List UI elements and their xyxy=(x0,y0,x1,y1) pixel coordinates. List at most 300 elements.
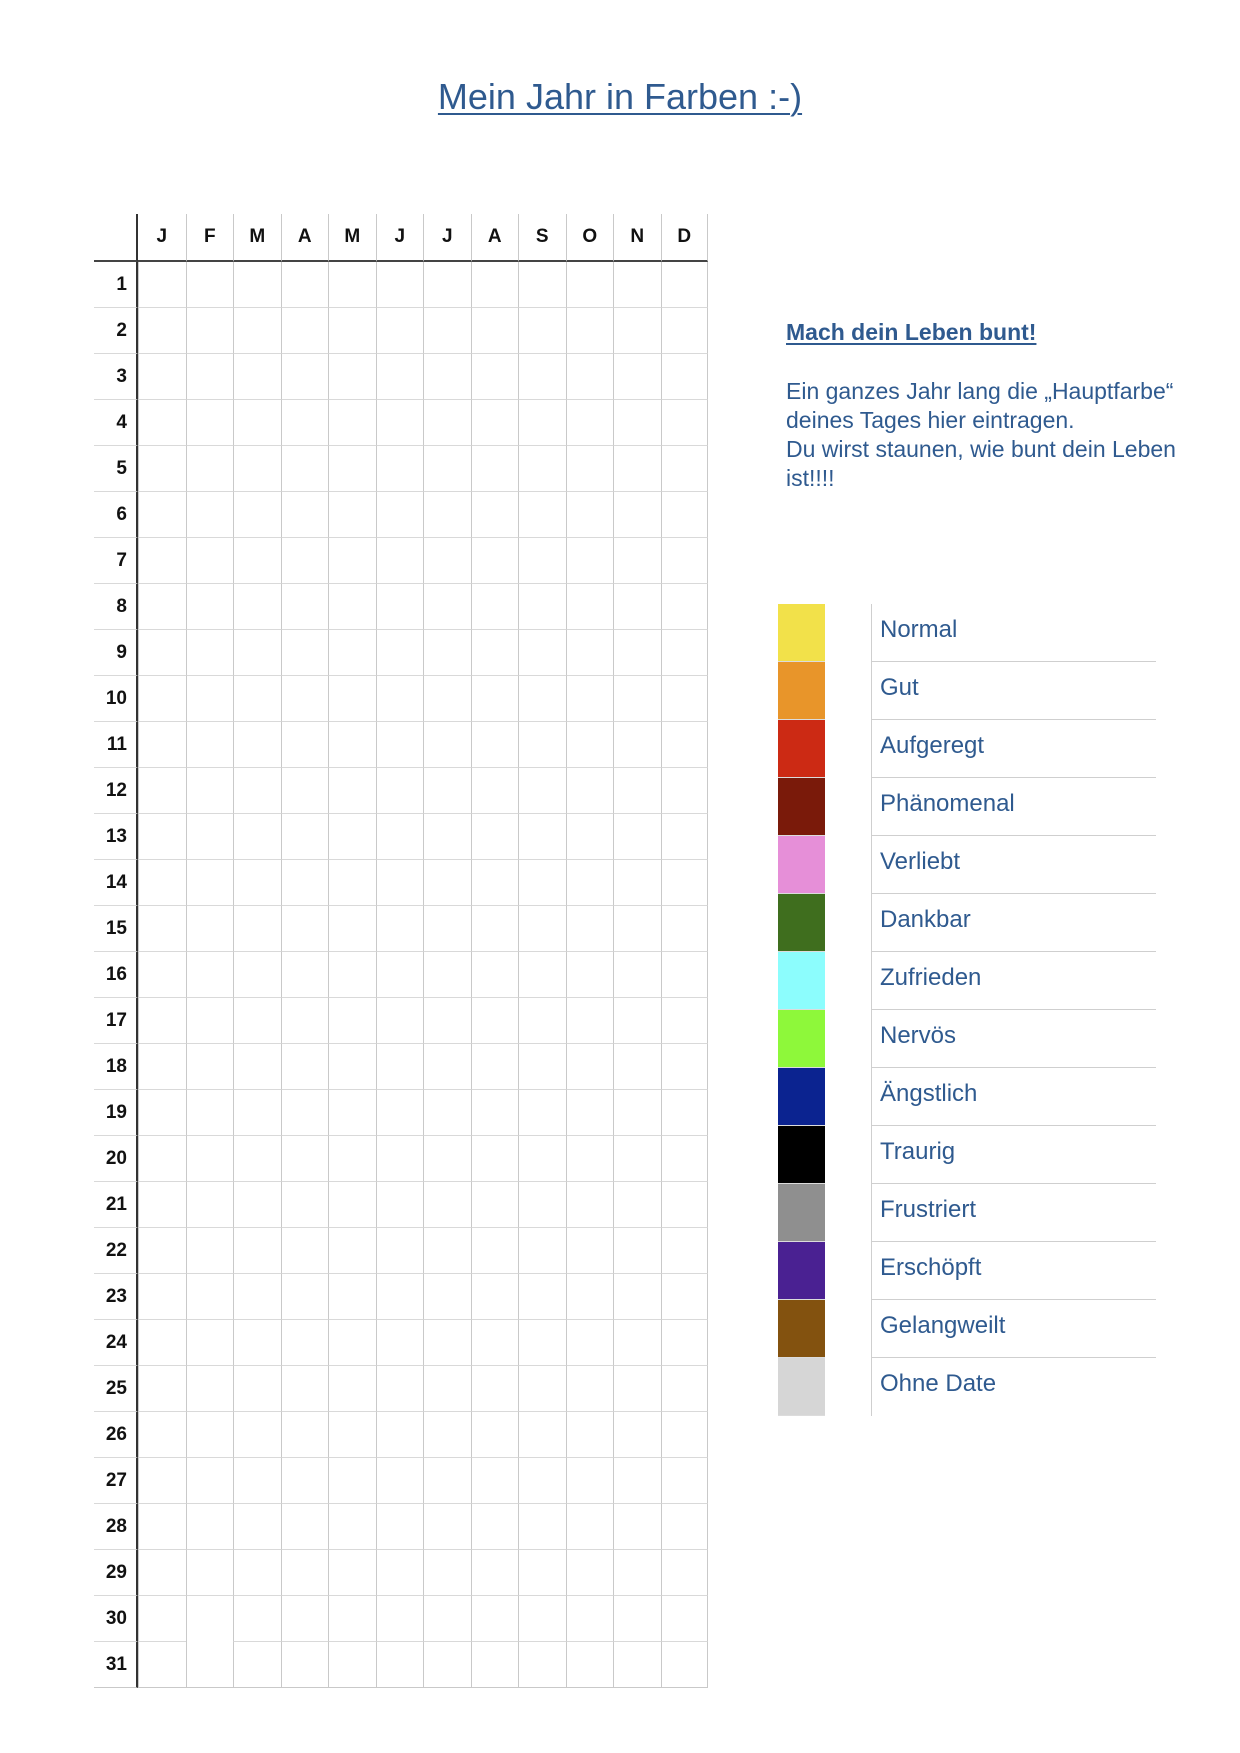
day-cell[interactable] xyxy=(613,860,661,906)
day-cell[interactable] xyxy=(281,1458,329,1504)
day-cell[interactable] xyxy=(138,584,186,630)
day-cell[interactable] xyxy=(613,492,661,538)
day-cell[interactable] xyxy=(376,262,424,308)
day-cell[interactable] xyxy=(186,308,234,354)
day-cell[interactable] xyxy=(138,1366,186,1412)
day-cell[interactable] xyxy=(376,538,424,584)
day-cell[interactable] xyxy=(613,1136,661,1182)
day-cell[interactable] xyxy=(661,446,709,492)
day-cell[interactable] xyxy=(566,998,614,1044)
day-cell[interactable] xyxy=(566,492,614,538)
day-cell[interactable] xyxy=(661,1366,709,1412)
day-cell[interactable] xyxy=(613,446,661,492)
day-cell[interactable] xyxy=(281,538,329,584)
day-cell[interactable] xyxy=(518,446,566,492)
day-cell[interactable] xyxy=(328,584,376,630)
day-cell[interactable] xyxy=(566,1550,614,1596)
day-cell[interactable] xyxy=(138,1504,186,1550)
day-cell[interactable] xyxy=(281,1044,329,1090)
day-cell[interactable] xyxy=(661,1044,709,1090)
day-cell[interactable] xyxy=(423,860,471,906)
day-cell[interactable] xyxy=(138,768,186,814)
day-cell[interactable] xyxy=(423,1228,471,1274)
day-cell[interactable] xyxy=(233,906,281,952)
day-cell[interactable] xyxy=(138,1090,186,1136)
day-cell[interactable] xyxy=(328,1412,376,1458)
day-cell[interactable] xyxy=(661,860,709,906)
day-cell[interactable] xyxy=(138,308,186,354)
day-cell[interactable] xyxy=(423,1458,471,1504)
day-cell[interactable] xyxy=(138,1182,186,1228)
day-cell[interactable] xyxy=(376,446,424,492)
day-cell[interactable] xyxy=(328,722,376,768)
day-cell[interactable] xyxy=(281,1412,329,1458)
day-cell[interactable] xyxy=(233,952,281,998)
day-cell[interactable] xyxy=(423,676,471,722)
day-cell[interactable] xyxy=(281,860,329,906)
day-cell[interactable] xyxy=(566,262,614,308)
day-cell[interactable] xyxy=(423,308,471,354)
day-cell[interactable] xyxy=(281,676,329,722)
day-cell[interactable] xyxy=(566,1458,614,1504)
day-cell[interactable] xyxy=(471,860,519,906)
day-cell[interactable] xyxy=(233,1412,281,1458)
day-cell[interactable] xyxy=(423,538,471,584)
day-cell[interactable] xyxy=(518,722,566,768)
day-cell[interactable] xyxy=(376,1550,424,1596)
day-cell[interactable] xyxy=(613,538,661,584)
day-cell[interactable] xyxy=(186,768,234,814)
day-cell[interactable] xyxy=(281,1228,329,1274)
day-cell[interactable] xyxy=(423,814,471,860)
day-cell[interactable] xyxy=(661,538,709,584)
day-cell[interactable] xyxy=(471,1366,519,1412)
day-cell[interactable] xyxy=(471,400,519,446)
day-cell[interactable] xyxy=(613,308,661,354)
day-cell[interactable] xyxy=(566,1136,614,1182)
day-cell[interactable] xyxy=(233,998,281,1044)
day-cell[interactable] xyxy=(661,1136,709,1182)
day-cell[interactable] xyxy=(423,1412,471,1458)
day-cell[interactable] xyxy=(233,400,281,446)
day-cell[interactable] xyxy=(518,1274,566,1320)
day-cell[interactable] xyxy=(376,676,424,722)
day-cell[interactable] xyxy=(233,492,281,538)
day-cell[interactable] xyxy=(566,400,614,446)
day-cell[interactable] xyxy=(186,1366,234,1412)
day-cell[interactable] xyxy=(613,676,661,722)
day-cell[interactable] xyxy=(281,1136,329,1182)
day-cell[interactable] xyxy=(423,906,471,952)
day-cell[interactable] xyxy=(566,814,614,860)
day-cell[interactable] xyxy=(138,998,186,1044)
day-cell[interactable] xyxy=(328,676,376,722)
day-cell[interactable] xyxy=(661,1412,709,1458)
day-cell[interactable] xyxy=(661,676,709,722)
day-cell[interactable] xyxy=(233,630,281,676)
day-cell[interactable] xyxy=(613,1550,661,1596)
day-cell[interactable] xyxy=(518,262,566,308)
day-cell[interactable] xyxy=(138,262,186,308)
day-cell[interactable] xyxy=(518,952,566,998)
day-cell[interactable] xyxy=(138,1412,186,1458)
day-cell[interactable] xyxy=(423,1320,471,1366)
day-cell[interactable] xyxy=(138,676,186,722)
day-cell[interactable] xyxy=(376,1044,424,1090)
day-cell[interactable] xyxy=(613,1044,661,1090)
day-cell[interactable] xyxy=(186,1550,234,1596)
day-cell[interactable] xyxy=(376,814,424,860)
day-cell[interactable] xyxy=(471,538,519,584)
day-cell[interactable] xyxy=(518,860,566,906)
day-cell[interactable] xyxy=(376,492,424,538)
day-cell[interactable] xyxy=(328,1458,376,1504)
day-cell[interactable] xyxy=(661,952,709,998)
day-cell[interactable] xyxy=(186,1412,234,1458)
day-cell[interactable] xyxy=(613,1274,661,1320)
day-cell[interactable] xyxy=(566,1504,614,1550)
day-cell[interactable] xyxy=(423,1182,471,1228)
day-cell[interactable] xyxy=(471,1090,519,1136)
day-cell[interactable] xyxy=(233,814,281,860)
day-cell[interactable] xyxy=(328,630,376,676)
day-cell[interactable] xyxy=(423,1550,471,1596)
day-cell[interactable] xyxy=(566,952,614,998)
day-cell[interactable] xyxy=(138,1044,186,1090)
day-cell[interactable] xyxy=(613,1182,661,1228)
day-cell[interactable] xyxy=(233,1550,281,1596)
day-cell[interactable] xyxy=(281,630,329,676)
day-cell[interactable] xyxy=(281,446,329,492)
day-cell[interactable] xyxy=(281,492,329,538)
day-cell[interactable] xyxy=(423,1044,471,1090)
day-cell[interactable] xyxy=(186,952,234,998)
day-cell[interactable] xyxy=(566,584,614,630)
day-cell[interactable] xyxy=(186,860,234,906)
day-cell[interactable] xyxy=(661,492,709,538)
day-cell[interactable] xyxy=(376,1182,424,1228)
day-cell[interactable] xyxy=(281,1090,329,1136)
day-cell[interactable] xyxy=(566,1412,614,1458)
day-cell[interactable] xyxy=(281,768,329,814)
day-cell[interactable] xyxy=(233,860,281,906)
day-cell[interactable] xyxy=(423,768,471,814)
day-cell[interactable] xyxy=(233,538,281,584)
day-cell[interactable] xyxy=(518,1596,566,1642)
day-cell[interactable] xyxy=(518,676,566,722)
day-cell[interactable] xyxy=(471,1550,519,1596)
day-cell[interactable] xyxy=(661,630,709,676)
day-cell[interactable] xyxy=(471,308,519,354)
day-cell[interactable] xyxy=(471,446,519,492)
day-cell[interactable] xyxy=(233,1182,281,1228)
day-cell[interactable] xyxy=(471,814,519,860)
day-cell[interactable] xyxy=(186,492,234,538)
day-cell[interactable] xyxy=(566,354,614,400)
day-cell[interactable] xyxy=(328,906,376,952)
day-cell[interactable] xyxy=(186,1274,234,1320)
day-cell[interactable] xyxy=(233,1228,281,1274)
day-cell[interactable] xyxy=(281,722,329,768)
day-cell[interactable] xyxy=(376,952,424,998)
day-cell[interactable] xyxy=(471,630,519,676)
day-cell[interactable] xyxy=(233,262,281,308)
day-cell[interactable] xyxy=(661,1642,709,1688)
day-cell[interactable] xyxy=(233,1642,281,1688)
day-cell[interactable] xyxy=(233,1458,281,1504)
day-cell[interactable] xyxy=(376,906,424,952)
day-cell[interactable] xyxy=(233,1090,281,1136)
day-cell[interactable] xyxy=(328,998,376,1044)
day-cell[interactable] xyxy=(138,1458,186,1504)
day-cell[interactable] xyxy=(376,1596,424,1642)
day-cell[interactable] xyxy=(613,1458,661,1504)
day-cell[interactable] xyxy=(281,308,329,354)
day-cell[interactable] xyxy=(566,1596,614,1642)
day-cell[interactable] xyxy=(613,1504,661,1550)
day-cell[interactable] xyxy=(566,1090,614,1136)
day-cell[interactable] xyxy=(661,1458,709,1504)
day-cell[interactable] xyxy=(138,400,186,446)
day-cell[interactable] xyxy=(613,1412,661,1458)
day-cell[interactable] xyxy=(233,676,281,722)
day-cell[interactable] xyxy=(328,814,376,860)
day-cell[interactable] xyxy=(138,492,186,538)
day-cell[interactable] xyxy=(518,400,566,446)
day-cell[interactable] xyxy=(471,722,519,768)
day-cell[interactable] xyxy=(661,1090,709,1136)
day-cell[interactable] xyxy=(661,1504,709,1550)
day-cell[interactable] xyxy=(423,1504,471,1550)
day-cell[interactable] xyxy=(328,1550,376,1596)
day-cell[interactable] xyxy=(328,768,376,814)
day-cell[interactable] xyxy=(376,768,424,814)
day-cell[interactable] xyxy=(471,1228,519,1274)
day-cell[interactable] xyxy=(661,998,709,1044)
day-cell[interactable] xyxy=(423,1642,471,1688)
day-cell[interactable] xyxy=(328,400,376,446)
day-cell[interactable] xyxy=(186,998,234,1044)
day-cell[interactable] xyxy=(281,1550,329,1596)
day-cell[interactable] xyxy=(613,262,661,308)
day-cell[interactable] xyxy=(518,1366,566,1412)
day-cell[interactable] xyxy=(233,1044,281,1090)
day-cell[interactable] xyxy=(328,1044,376,1090)
day-cell[interactable] xyxy=(328,952,376,998)
day-cell[interactable] xyxy=(661,400,709,446)
day-cell[interactable] xyxy=(281,952,329,998)
day-cell[interactable] xyxy=(613,814,661,860)
day-cell[interactable] xyxy=(471,1136,519,1182)
day-cell[interactable] xyxy=(423,446,471,492)
day-cell[interactable] xyxy=(661,814,709,860)
day-cell[interactable] xyxy=(281,584,329,630)
day-cell[interactable] xyxy=(328,1366,376,1412)
day-cell[interactable] xyxy=(518,906,566,952)
day-cell[interactable] xyxy=(661,906,709,952)
day-cell[interactable] xyxy=(471,906,519,952)
day-cell[interactable] xyxy=(376,1366,424,1412)
day-cell[interactable] xyxy=(376,584,424,630)
day-cell[interactable] xyxy=(423,1136,471,1182)
day-cell[interactable] xyxy=(233,308,281,354)
day-cell[interactable] xyxy=(518,354,566,400)
day-cell[interactable] xyxy=(328,308,376,354)
day-cell[interactable] xyxy=(423,1274,471,1320)
day-cell[interactable] xyxy=(423,1596,471,1642)
day-cell[interactable] xyxy=(518,1044,566,1090)
day-cell[interactable] xyxy=(566,1642,614,1688)
day-cell[interactable] xyxy=(566,1320,614,1366)
day-cell[interactable] xyxy=(233,1320,281,1366)
day-cell[interactable] xyxy=(233,722,281,768)
day-cell[interactable] xyxy=(233,1596,281,1642)
day-cell[interactable] xyxy=(233,1504,281,1550)
day-cell[interactable] xyxy=(233,446,281,492)
day-cell[interactable] xyxy=(233,1274,281,1320)
day-cell[interactable] xyxy=(186,1136,234,1182)
day-cell[interactable] xyxy=(471,1044,519,1090)
day-cell[interactable] xyxy=(186,722,234,768)
day-cell[interactable] xyxy=(138,860,186,906)
day-cell[interactable] xyxy=(281,814,329,860)
day-cell[interactable] xyxy=(471,676,519,722)
day-cell[interactable] xyxy=(613,952,661,998)
day-cell[interactable] xyxy=(376,308,424,354)
day-cell[interactable] xyxy=(233,768,281,814)
day-cell[interactable] xyxy=(518,1550,566,1596)
day-cell[interactable] xyxy=(328,1182,376,1228)
day-cell[interactable] xyxy=(138,1228,186,1274)
day-cell[interactable] xyxy=(186,262,234,308)
day-cell[interactable] xyxy=(328,1136,376,1182)
day-cell[interactable] xyxy=(566,1228,614,1274)
day-cell[interactable] xyxy=(518,814,566,860)
day-cell[interactable] xyxy=(661,1228,709,1274)
day-cell[interactable] xyxy=(423,630,471,676)
day-cell[interactable] xyxy=(233,1366,281,1412)
day-cell[interactable] xyxy=(328,492,376,538)
day-cell[interactable] xyxy=(613,1228,661,1274)
day-cell[interactable] xyxy=(661,1596,709,1642)
day-cell[interactable] xyxy=(566,538,614,584)
day-cell[interactable] xyxy=(661,262,709,308)
day-cell[interactable] xyxy=(518,998,566,1044)
day-cell[interactable] xyxy=(376,1228,424,1274)
day-cell[interactable] xyxy=(138,1550,186,1596)
day-cell[interactable] xyxy=(471,1504,519,1550)
day-cell[interactable] xyxy=(423,722,471,768)
day-cell[interactable] xyxy=(471,1596,519,1642)
day-cell[interactable] xyxy=(661,1274,709,1320)
day-cell[interactable] xyxy=(376,722,424,768)
day-cell[interactable] xyxy=(661,308,709,354)
day-cell[interactable] xyxy=(613,400,661,446)
day-cell[interactable] xyxy=(471,1642,519,1688)
day-cell[interactable] xyxy=(138,1136,186,1182)
day-cell[interactable] xyxy=(423,354,471,400)
day-cell[interactable] xyxy=(138,354,186,400)
day-cell[interactable] xyxy=(186,630,234,676)
day-cell[interactable] xyxy=(376,354,424,400)
day-cell[interactable] xyxy=(328,1642,376,1688)
day-cell[interactable] xyxy=(328,860,376,906)
day-cell[interactable] xyxy=(471,492,519,538)
day-cell[interactable] xyxy=(186,1504,234,1550)
day-cell[interactable] xyxy=(518,630,566,676)
day-cell[interactable] xyxy=(423,1090,471,1136)
day-cell[interactable] xyxy=(376,1458,424,1504)
day-cell[interactable] xyxy=(613,1366,661,1412)
day-cell[interactable] xyxy=(138,814,186,860)
day-cell[interactable] xyxy=(186,1182,234,1228)
day-cell[interactable] xyxy=(376,998,424,1044)
day-cell[interactable] xyxy=(661,768,709,814)
day-cell[interactable] xyxy=(376,400,424,446)
day-cell[interactable] xyxy=(471,262,519,308)
day-cell[interactable] xyxy=(471,354,519,400)
day-cell[interactable] xyxy=(518,492,566,538)
day-cell[interactable] xyxy=(566,722,614,768)
day-cell[interactable] xyxy=(423,262,471,308)
day-cell[interactable] xyxy=(376,1320,424,1366)
day-cell[interactable] xyxy=(376,860,424,906)
day-cell[interactable] xyxy=(186,446,234,492)
day-cell[interactable] xyxy=(186,1458,234,1504)
day-cell[interactable] xyxy=(566,1274,614,1320)
day-cell[interactable] xyxy=(328,354,376,400)
day-cell[interactable] xyxy=(281,1596,329,1642)
day-cell[interactable] xyxy=(471,1274,519,1320)
day-cell[interactable] xyxy=(376,1274,424,1320)
day-cell[interactable] xyxy=(423,584,471,630)
day-cell[interactable] xyxy=(138,722,186,768)
day-cell[interactable] xyxy=(566,906,614,952)
day-cell[interactable] xyxy=(566,768,614,814)
day-cell[interactable] xyxy=(376,1412,424,1458)
day-cell[interactable] xyxy=(613,354,661,400)
day-cell[interactable] xyxy=(186,1090,234,1136)
day-cell[interactable] xyxy=(376,1090,424,1136)
day-cell[interactable] xyxy=(328,1596,376,1642)
day-cell[interactable] xyxy=(376,630,424,676)
day-cell[interactable] xyxy=(613,768,661,814)
day-cell[interactable] xyxy=(518,1412,566,1458)
day-cell[interactable] xyxy=(518,538,566,584)
day-cell[interactable] xyxy=(138,1596,186,1642)
day-cell[interactable] xyxy=(518,768,566,814)
day-cell[interactable] xyxy=(281,906,329,952)
day-cell[interactable] xyxy=(566,308,614,354)
day-cell[interactable] xyxy=(281,400,329,446)
day-cell[interactable] xyxy=(518,1504,566,1550)
day-cell[interactable] xyxy=(233,584,281,630)
day-cell[interactable] xyxy=(186,1320,234,1366)
day-cell[interactable] xyxy=(661,722,709,768)
day-cell[interactable] xyxy=(138,952,186,998)
day-cell[interactable] xyxy=(281,354,329,400)
day-cell[interactable] xyxy=(613,584,661,630)
day-cell[interactable] xyxy=(471,1320,519,1366)
day-cell[interactable] xyxy=(186,814,234,860)
day-cell[interactable] xyxy=(613,630,661,676)
day-cell[interactable] xyxy=(661,1182,709,1228)
day-cell[interactable] xyxy=(661,1320,709,1366)
day-cell[interactable] xyxy=(186,538,234,584)
day-cell[interactable] xyxy=(471,952,519,998)
day-cell[interactable] xyxy=(281,1182,329,1228)
day-cell[interactable] xyxy=(423,400,471,446)
